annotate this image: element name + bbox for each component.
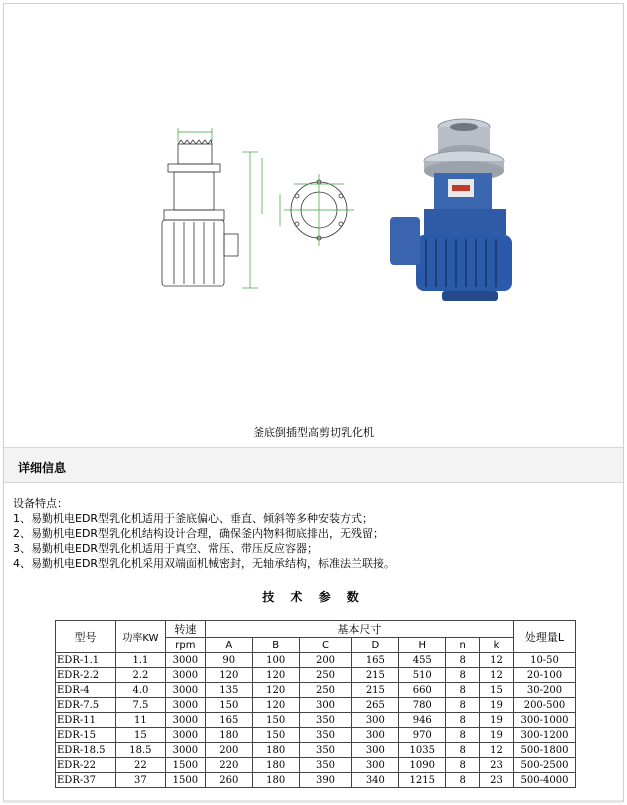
table-cell: 500-1800 <box>513 743 575 758</box>
spec-table <box>55 620 576 788</box>
table-cell: 455 <box>399 653 446 668</box>
table-cell: 19 <box>480 728 514 743</box>
table-cell: EDR-22 <box>56 758 116 773</box>
table-cell: 780 <box>399 698 446 713</box>
bottom-divider <box>4 800 623 803</box>
table-cell: 1500 <box>165 773 205 788</box>
table-cell: 1.1 <box>115 653 165 668</box>
product-photo <box>382 109 532 309</box>
header-dims: 基本尺寸 <box>205 621 513 638</box>
table-cell: 300 <box>352 758 399 773</box>
page-frame <box>3 3 624 802</box>
table-cell: 250 <box>299 683 352 698</box>
table-cell: 340 <box>352 773 399 788</box>
table-row <box>56 743 576 758</box>
header-dim-h: H <box>399 638 446 653</box>
table-cell: EDR-2.2 <box>56 668 116 683</box>
header-dim-n: n <box>446 638 480 653</box>
table-cell: 18.5 <box>115 743 165 758</box>
table-cell: 8 <box>446 758 480 773</box>
technical-drawing <box>154 122 369 302</box>
table-cell: 300 <box>352 743 399 758</box>
table-cell: 1035 <box>399 743 446 758</box>
header-dim-a: A <box>205 638 252 653</box>
feature-item: 2、易勤机电EDR型乳化机结构设计合理，确保釜内物料彻底排出，无残留； <box>13 527 385 540</box>
table-cell: 1215 <box>399 773 446 788</box>
table-cell: 150 <box>205 698 252 713</box>
table-row <box>56 713 576 728</box>
table-cell: 3000 <box>165 683 205 698</box>
table-cell: 120 <box>252 683 299 698</box>
table-cell: 120 <box>252 668 299 683</box>
table-cell: 37 <box>115 773 165 788</box>
table-cell: 350 <box>299 713 352 728</box>
table-cell: 250 <box>299 668 352 683</box>
table-cell: EDR-15 <box>56 728 116 743</box>
header-dim-c: C <box>299 638 352 653</box>
table-cell: EDR-11 <box>56 713 116 728</box>
table-row <box>56 758 576 773</box>
table-cell: 23 <box>480 773 514 788</box>
header-model: 型号 <box>56 621 116 653</box>
table-cell: 90 <box>205 653 252 668</box>
table-cell: 180 <box>205 728 252 743</box>
table-cell: 390 <box>299 773 352 788</box>
table-cell: 8 <box>446 668 480 683</box>
table-cell: 20-100 <box>513 668 575 683</box>
table-cell: 970 <box>399 728 446 743</box>
product-image-area <box>4 4 623 444</box>
table-cell: 8 <box>446 728 480 743</box>
table-cell: 120 <box>205 668 252 683</box>
table-cell: 3000 <box>165 698 205 713</box>
table-cell: 15 <box>480 683 514 698</box>
table-cell: 165 <box>352 653 399 668</box>
table-cell: 300-1000 <box>513 713 575 728</box>
feature-item: 1、易勤机电EDR型乳化机适用于釜底偏心、垂直、倾斜等多种安装方式； <box>13 512 374 525</box>
table-cell: 3000 <box>165 668 205 683</box>
table-cell: 200 <box>205 743 252 758</box>
table-cell: 220 <box>205 758 252 773</box>
header-dim-d: D <box>352 638 399 653</box>
table-row <box>56 698 576 713</box>
header-power: 功率KW <box>115 621 165 653</box>
table-cell: EDR-7.5 <box>56 698 116 713</box>
table-cell: 100 <box>252 653 299 668</box>
table-cell: 2.2 <box>115 668 165 683</box>
table-cell: 12 <box>480 668 514 683</box>
header-dim-k: k <box>480 638 514 653</box>
table-cell: 500-2500 <box>513 758 575 773</box>
table-cell: 8 <box>446 698 480 713</box>
table-row <box>56 653 576 668</box>
table-cell: 180 <box>252 743 299 758</box>
feature-item: 4、易勤机电EDR型乳化机采用双端面机械密封，无轴承结构，标准法兰联接。 <box>13 557 396 570</box>
table-cell: 10-50 <box>513 653 575 668</box>
table-cell: 300-1200 <box>513 728 575 743</box>
table-cell: 660 <box>399 683 446 698</box>
table-cell: 200-500 <box>513 698 575 713</box>
header-row <box>56 621 576 638</box>
table-cell: 150 <box>252 713 299 728</box>
table-title: 技 术 参 数 <box>262 590 365 604</box>
table-cell: 300 <box>352 713 399 728</box>
feature-item: 3、易勤机电EDR型乳化机适用于真空、常压、带压反应容器； <box>13 542 319 555</box>
table-cell: 510 <box>399 668 446 683</box>
table-cell: EDR-4 <box>56 683 116 698</box>
table-cell: 8 <box>446 713 480 728</box>
table-cell: 946 <box>399 713 446 728</box>
features-list <box>13 496 613 571</box>
table-cell: 120 <box>252 698 299 713</box>
detail-header <box>4 447 623 483</box>
table-cell: 350 <box>299 758 352 773</box>
table-cell: 200 <box>299 653 352 668</box>
table-row <box>56 728 576 743</box>
table-row <box>56 668 576 683</box>
table-cell: 19 <box>480 698 514 713</box>
table-cell: 500-4000 <box>513 773 575 788</box>
table-cell: 4.0 <box>115 683 165 698</box>
header-speed: 转速 <box>165 621 205 638</box>
table-cell: 19 <box>480 713 514 728</box>
table-cell: 3000 <box>165 728 205 743</box>
table-cell: 350 <box>299 728 352 743</box>
table-cell: 180 <box>252 758 299 773</box>
table-cell: 12 <box>480 743 514 758</box>
table-cell: 3000 <box>165 713 205 728</box>
header-capacity: 处理量L <box>513 621 575 653</box>
table-cell: 180 <box>252 773 299 788</box>
table-cell: 15 <box>115 728 165 743</box>
detail-title: 详细信息 <box>18 461 67 475</box>
table-cell: 165 <box>205 713 252 728</box>
table-cell: 8 <box>446 683 480 698</box>
table-cell: 22 <box>115 758 165 773</box>
table-cell: 3000 <box>165 653 205 668</box>
table-cell: 8 <box>446 773 480 788</box>
table-cell: 350 <box>299 743 352 758</box>
table-cell: 23 <box>480 758 514 773</box>
table-cell: 150 <box>252 728 299 743</box>
table-cell: 300 <box>352 728 399 743</box>
table-row <box>56 683 576 698</box>
table-cell: 215 <box>352 683 399 698</box>
product-caption: 釜底倒插型高剪切乳化机 <box>253 426 374 439</box>
table-cell: 30-200 <box>513 683 575 698</box>
table-cell: EDR-1.1 <box>56 653 116 668</box>
table-cell: 8 <box>446 743 480 758</box>
table-cell: 7.5 <box>115 698 165 713</box>
table-cell: 300 <box>299 698 352 713</box>
table-cell: 8 <box>446 653 480 668</box>
features-heading: 设备特点： <box>13 497 68 510</box>
table-cell: 11 <box>115 713 165 728</box>
header-speed-unit: rpm <box>165 638 205 653</box>
table-row <box>56 773 576 788</box>
table-cell: EDR-37 <box>56 773 116 788</box>
table-cell: 260 <box>205 773 252 788</box>
table-cell: 215 <box>352 668 399 683</box>
table-cell: EDR-18.5 <box>56 743 116 758</box>
table-cell: 135 <box>205 683 252 698</box>
table-cell: 265 <box>352 698 399 713</box>
table-cell: 12 <box>480 653 514 668</box>
table-cell: 1500 <box>165 758 205 773</box>
table-cell: 1090 <box>399 758 446 773</box>
header-dim-b: B <box>252 638 299 653</box>
table-cell: 3000 <box>165 743 205 758</box>
